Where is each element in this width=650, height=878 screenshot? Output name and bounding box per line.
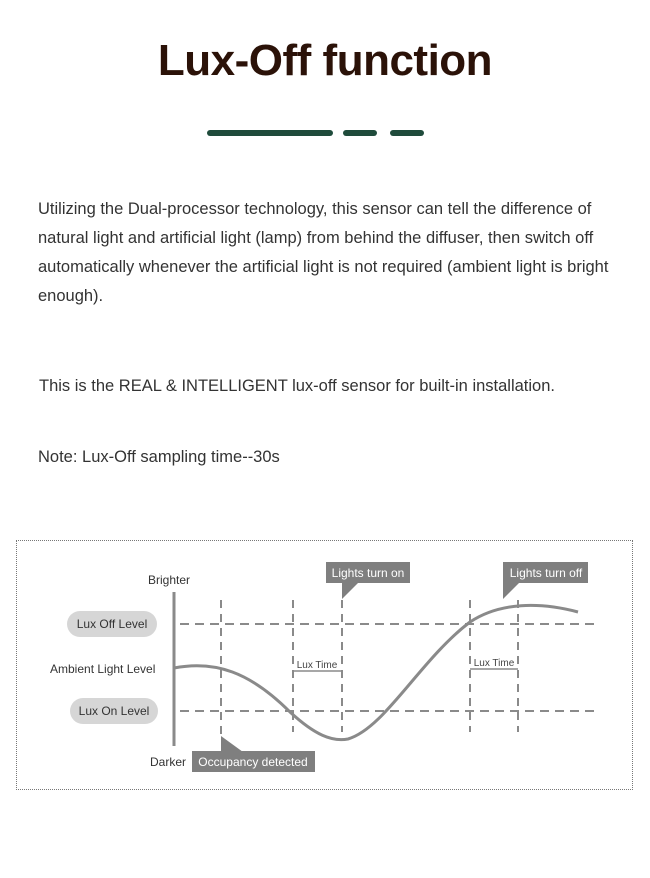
callout-lights-off-label: Lights turn off xyxy=(509,566,583,580)
description-paragraph: Utilizing the Dual-processor technology, this sensor can tell the difference of natural light and artificial light (lamp) from behind the diffuser, then switch off automatically whenever the artificial light is not required (ambient light is bright enough). xyxy=(38,200,609,305)
axis-brighter-label: Brighter xyxy=(147,573,191,587)
ambient-light-level-label: Ambient Light Level xyxy=(50,662,156,676)
page-title: Lux-Off function xyxy=(157,36,493,85)
lux-time-2-label: Lux Time xyxy=(473,658,515,669)
lux-off-level-label: Lux Off Level xyxy=(76,617,148,631)
callout-lights-on-label: Lights turn on xyxy=(331,566,405,580)
callout-occupancy-pointer xyxy=(221,736,243,752)
callout-lights-off-pointer xyxy=(503,583,519,599)
lux-time-1-label: Lux Time xyxy=(296,660,338,671)
lux-on-level-label: Lux On Level xyxy=(78,704,150,718)
note-paragraph: Note: Lux-Off sampling time--30s xyxy=(38,448,280,466)
tagline-paragraph: This is the REAL & INTELLIGENT lux-off sensor for built-in installation. xyxy=(39,377,555,395)
callout-occupancy-label: Occupancy detected xyxy=(198,755,308,769)
axis-darker-label: Darker xyxy=(149,755,187,769)
callout-lights-on-pointer xyxy=(342,583,358,599)
